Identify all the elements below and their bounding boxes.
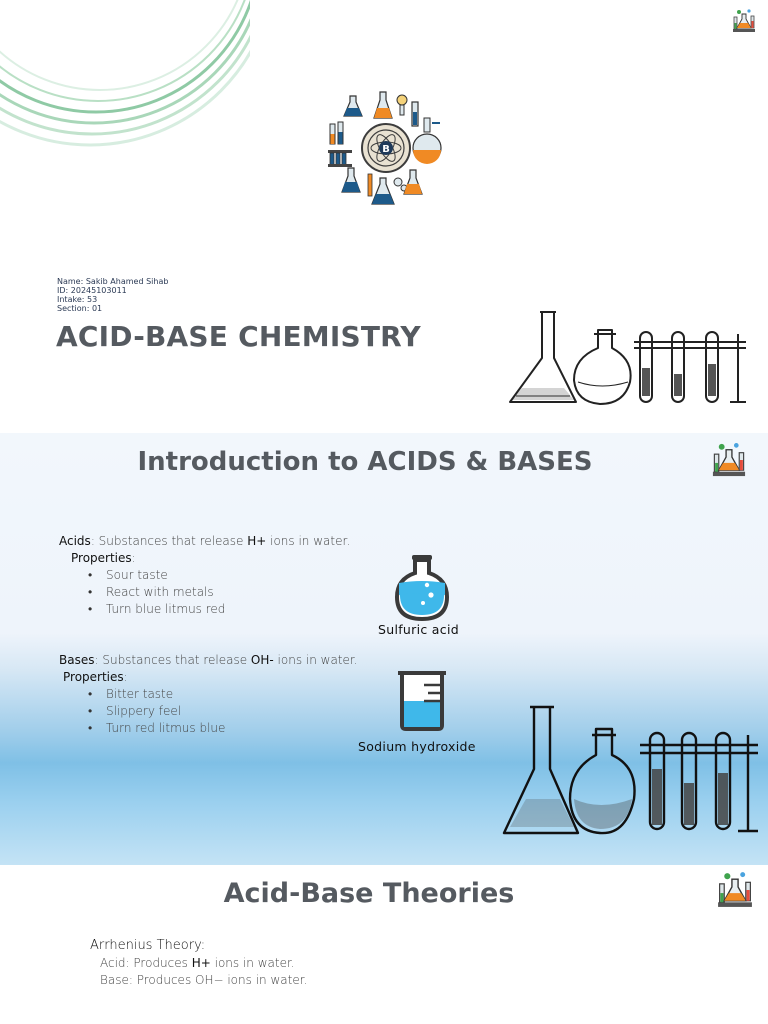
intro-slide [0, 433, 768, 865]
arrhenius-acid [100, 955, 295, 972]
chemistry-set-icon [731, 8, 757, 34]
chemistry-set-icon [715, 870, 755, 910]
bases-properties-label [63, 669, 128, 686]
bases-term: Bases [59, 653, 95, 667]
acids-def-text: : Substances that release [90, 534, 248, 548]
title-slide [0, 0, 768, 432]
list-item: • Sour taste [60, 567, 225, 584]
theory-heading: Arrhenius Theory: [90, 938, 206, 953]
lab-glassware-logo [324, 88, 448, 212]
acids-def-end: ions in water. [266, 534, 351, 548]
list-item: • Slippery feel [60, 703, 225, 720]
presentation-title: ACID-BASE CHEMISTRY [56, 320, 421, 353]
list-item: • Bitter taste [60, 686, 225, 703]
beaker-label: Sodium hydroxide [358, 739, 476, 754]
decorative-arcs [0, 0, 250, 200]
arrhenius-acid-end: ions in water. [210, 956, 295, 970]
bases-definition [59, 652, 358, 669]
list-item: • React with metals [60, 584, 225, 601]
bases-properties-heading: Properties [63, 670, 124, 684]
logo-letter: B [382, 144, 390, 155]
base-ion: OH- [250, 653, 274, 667]
acids-properties-list [60, 567, 225, 618]
beaker-icon [394, 669, 450, 731]
slide-title: Acid-Base Theories [223, 878, 515, 909]
acids-properties-label [71, 550, 136, 567]
arrhenius-base: Base: Produces OH− ions in water. [100, 973, 308, 987]
list-item: • Turn red litmus blue [60, 720, 225, 737]
bases-properties-list [60, 686, 225, 737]
acids-properties-colon: : [131, 551, 136, 565]
bases-properties-colon: : [123, 670, 128, 684]
list-item: • Turn blue litmus red [60, 601, 225, 618]
student-info [57, 277, 168, 313]
round-flask-icon [393, 553, 451, 623]
slide-title: Introduction to ACIDS & BASES [137, 447, 593, 477]
arrhenius-acid-text: Acid: Produces [100, 956, 192, 970]
flask-label: Sulfuric acid [378, 622, 459, 637]
student-intake: Intake: 53 [57, 295, 98, 304]
acids-definition [59, 533, 350, 550]
student-id: ID: 20245103011 [57, 286, 127, 295]
arrhenius-acid-ion: H+ [191, 956, 211, 970]
acids-properties-heading: Properties [71, 551, 132, 565]
theories-slide [0, 866, 768, 1024]
student-section: Section: 01 [57, 304, 103, 313]
chemistry-set-icon [710, 441, 748, 479]
glassware-sketch [502, 308, 748, 410]
student-name: Name: Sakib Ahamed Sihab [57, 277, 169, 286]
bases-def-end: ions in water. [273, 653, 358, 667]
bases-def-text: : Substances that release [94, 653, 251, 667]
acid-ion: H+ [247, 534, 267, 548]
acids-term: Acids [59, 534, 91, 548]
glassware-sketch [500, 703, 762, 839]
